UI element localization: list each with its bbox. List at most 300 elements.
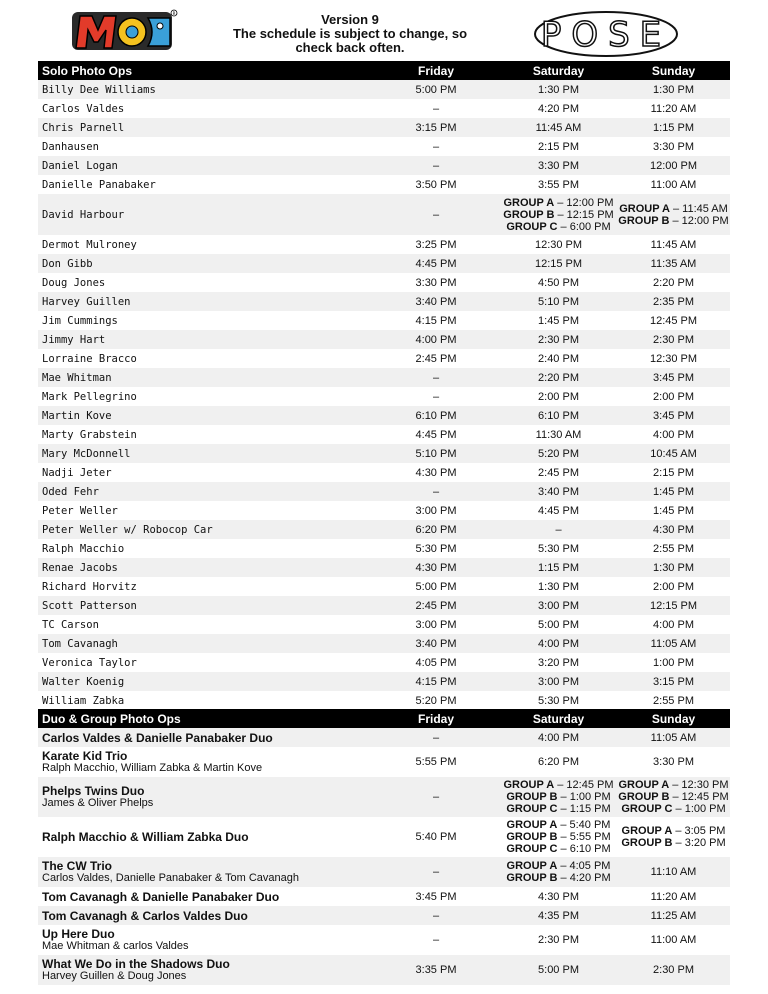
friday-time: 4:15 PM: [415, 314, 457, 327]
sunday-time: [617, 84, 730, 96]
time-slot: 12:30 PM: [534, 238, 583, 251]
time-slot: 4:35 PM: [538, 909, 579, 922]
time-slot: GROUP A – 12:00 PM: [503, 196, 614, 209]
friday-time: –: [432, 934, 440, 946]
row-name: Marty Grabstein: [42, 428, 137, 441]
sunday-time: [617, 258, 730, 270]
saturday-time: [500, 860, 617, 884]
table-row: [38, 596, 730, 615]
row-name: [38, 910, 372, 922]
time-slot: 12:30 PM: [649, 352, 698, 365]
saturday-time: [500, 638, 617, 650]
time-slot: 2:30 PM: [538, 333, 579, 346]
sunday-time: [617, 910, 730, 922]
time-slot: 6:20 PM: [538, 756, 579, 768]
table-row: [38, 634, 730, 653]
saturday-time: [500, 910, 617, 922]
friday-time: –: [432, 909, 440, 922]
version-title: Version 9: [321, 12, 379, 27]
time-slot: 3:20 PM: [538, 656, 579, 669]
time-slot: 2:55 PM: [653, 542, 694, 555]
saturday-time: [500, 239, 617, 251]
saturday-time: [500, 334, 617, 346]
time-slot: 11:20 AM: [650, 890, 697, 903]
sunday-time: [617, 600, 730, 612]
table-row: [38, 482, 730, 501]
time-slot: 3:15 PM: [653, 675, 694, 688]
group-title: Karate Kid Trio: [42, 749, 128, 763]
time-slot: 2:40 PM: [538, 352, 579, 365]
sunday-time: [617, 410, 730, 422]
time-slot: GROUP C – 6:10 PM: [506, 843, 611, 855]
group-members: Mae Whitman & carlos Valdes: [42, 940, 189, 952]
time-slot: 2:55 PM: [653, 694, 694, 707]
sunday-time: [617, 486, 730, 498]
time-slot: GROUP A – 3:05 PM: [621, 825, 726, 837]
friday-time: 6:10 PM: [415, 409, 457, 422]
sunday-time: [617, 448, 730, 460]
sunday-time: [617, 203, 730, 227]
friday-time: –: [432, 866, 440, 878]
saturday-time: [500, 103, 617, 115]
sunday-time: [617, 695, 730, 707]
row-name: Peter Weller w/ Robocop Car: [42, 523, 213, 536]
col-saturday: Saturday: [532, 711, 585, 726]
time-slot: 4:30 PM: [653, 523, 694, 536]
saturday-time: [500, 296, 617, 308]
time-slot: 3:30 PM: [538, 159, 579, 172]
time-slot: 1:15 PM: [538, 561, 579, 574]
sunday-time: [617, 543, 730, 555]
friday-time: –: [432, 208, 440, 221]
table-row: [38, 955, 730, 985]
table-row: [38, 444, 730, 463]
table-row: [38, 577, 730, 596]
saturday-time: [500, 391, 617, 403]
saturday-time: [500, 141, 617, 153]
row-name: Walter Koenig: [42, 675, 125, 688]
sunday-time: [617, 122, 730, 134]
solo-rows: [38, 80, 730, 710]
saturday-time: [500, 891, 617, 903]
friday-time: 5:30 PM: [415, 542, 457, 555]
friday-time: 3:00 PM: [415, 618, 457, 631]
time-slot: 1:45 PM: [538, 314, 579, 327]
row-name: Martin Kove: [42, 409, 112, 422]
table-row: [38, 501, 730, 520]
sunday-time: [617, 676, 730, 688]
friday-time: 4:05 PM: [415, 656, 457, 669]
version-note-line-1: The schedule is subject to change, so: [232, 26, 468, 41]
group-members: Ralph Macchio, William Zabka & Martin Kove: [42, 762, 263, 774]
sunday-time: [617, 891, 730, 903]
time-slot: 3:30 PM: [653, 756, 694, 768]
saturday-time: [500, 160, 617, 172]
row-name: William Zabka: [42, 694, 125, 707]
time-slot: 5:20 PM: [538, 447, 579, 460]
saturday-time: [500, 964, 617, 976]
version-note-line-2: check back often.: [295, 40, 405, 55]
sunday-time: [617, 756, 730, 768]
row-name: Billy Dee Williams: [42, 83, 156, 96]
time-slot: GROUP B – 4:20 PM: [506, 872, 611, 884]
row-name: [38, 958, 372, 982]
friday-time: 4:45 PM: [415, 257, 457, 270]
group-title: Carlos Valdes & Danielle Panabaker Duo: [42, 730, 273, 745]
time-slot: 2:30 PM: [653, 333, 694, 346]
group-photo-ops-table: [38, 709, 730, 985]
sunday-time: [617, 334, 730, 346]
group-title: Tom Cavanagh & Carlos Valdes Duo: [42, 908, 248, 923]
row-name: Tom Cavanagh: [42, 637, 118, 650]
time-slot: 1:30 PM: [653, 83, 694, 96]
sunday-time: [617, 638, 730, 650]
time-slot: 11:05 AM: [650, 637, 697, 650]
row-name: TC Carson: [42, 618, 99, 631]
group-section-title: Duo & Group Photo Ops: [42, 711, 181, 726]
friday-time: 4:30 PM: [415, 561, 457, 574]
time-slot: 11:00 AM: [650, 934, 697, 946]
table-row: [38, 728, 730, 747]
time-slot: GROUP A – 5:40 PM: [506, 819, 611, 831]
row-name: Mae Whitman: [42, 371, 112, 384]
time-slot: 12:15 PM: [534, 257, 583, 270]
sunday-time: [617, 562, 730, 574]
table-row: [38, 691, 730, 710]
time-slot: 4:30 PM: [538, 890, 579, 903]
time-slot: 3:55 PM: [538, 178, 579, 191]
time-slot: 3:00 PM: [538, 599, 579, 612]
time-slot: 1:30 PM: [538, 580, 579, 593]
time-slot: 1:45 PM: [653, 485, 694, 498]
saturday-time: [500, 562, 617, 574]
saturday-time: [500, 819, 617, 855]
sunday-time: [617, 429, 730, 441]
time-slot: GROUP B – 12:15 PM: [503, 208, 614, 221]
time-slot: 11:20 AM: [650, 102, 697, 115]
table-row: [38, 672, 730, 691]
friday-time: 5:00 PM: [415, 83, 457, 96]
time-slot: 5:30 PM: [538, 542, 579, 555]
time-slot: 3:30 PM: [653, 140, 694, 153]
table-row: [38, 387, 730, 406]
friday-time: –: [432, 485, 440, 498]
time-slot: 4:00 PM: [653, 618, 694, 631]
sunday-time: [617, 179, 730, 191]
saturday-time: [500, 84, 617, 96]
time-slot: 2:45 PM: [538, 466, 579, 479]
time-slot: 1:30 PM: [538, 83, 579, 96]
time-slot: 1:30 PM: [653, 561, 694, 574]
row-name: Harvey Guillen: [42, 295, 131, 308]
friday-time: 3:25 PM: [415, 238, 457, 251]
row-name: [38, 785, 372, 809]
time-slot: 11:45 AM: [535, 121, 582, 134]
friday-time: 3:35 PM: [415, 964, 457, 976]
saturday-time: [500, 505, 617, 517]
time-slot: 1:45 PM: [653, 504, 694, 517]
friday-time: 3:30 PM: [415, 276, 457, 289]
sunday-time: [617, 239, 730, 251]
time-slot: 2:00 PM: [653, 580, 694, 593]
sunday-time: [617, 141, 730, 153]
table-row: [38, 906, 730, 925]
row-name: Jim Cummings: [42, 314, 118, 327]
time-slot: GROUP A – 12:45 PM: [503, 779, 614, 791]
table-row: [38, 747, 730, 777]
time-slot: 12:15 PM: [649, 599, 698, 612]
time-slot: 2:15 PM: [653, 466, 694, 479]
time-slot: 1:00 PM: [653, 656, 694, 669]
table-row: [38, 558, 730, 577]
saturday-time: [500, 429, 617, 441]
time-slot: GROUP B – 3:20 PM: [621, 837, 726, 849]
time-slot: GROUP B – 12:45 PM: [618, 791, 729, 803]
table-row: [38, 349, 730, 368]
time-slot: 3:40 PM: [538, 485, 579, 498]
row-name: Danielle Panabaker: [42, 178, 156, 191]
svg-text:R: R: [172, 11, 176, 16]
row-name: [38, 860, 372, 884]
time-slot: 11:00 AM: [650, 178, 697, 191]
friday-time: 5:10 PM: [415, 447, 457, 460]
table-row: [38, 235, 730, 254]
sunday-time: [617, 103, 730, 115]
time-slot: 10:45 AM: [650, 447, 697, 460]
row-name: [38, 750, 372, 774]
sunday-time: [617, 467, 730, 479]
friday-time: –: [432, 140, 440, 153]
pose-logo-icon: [533, 10, 679, 58]
table-row: [38, 425, 730, 444]
table-row: [38, 653, 730, 672]
friday-time: 5:55 PM: [415, 756, 457, 768]
saturday-time: [500, 779, 617, 815]
time-slot: 4:20 PM: [538, 102, 579, 115]
row-name: [38, 891, 372, 903]
sunday-time: [617, 934, 730, 946]
row-name: [38, 732, 372, 744]
sunday-time: [617, 581, 730, 593]
saturday-time: [500, 315, 617, 327]
col-sunday: Sunday: [651, 711, 696, 726]
row-name: Richard Horvitz: [42, 580, 137, 593]
table-row: [38, 273, 730, 292]
time-slot: 4:00 PM: [653, 428, 694, 441]
time-slot: 12:45 PM: [649, 314, 698, 327]
table-row: [38, 175, 730, 194]
saturday-time: [500, 619, 617, 631]
saturday-time: [500, 410, 617, 422]
sunday-time: [617, 732, 730, 744]
time-slot: 5:30 PM: [538, 694, 579, 707]
group-members: Harvey Guillen & Doug Jones: [42, 970, 187, 982]
time-slot: GROUP C – 1:00 PM: [621, 803, 726, 815]
row-name: Veronica Taylor: [42, 656, 137, 669]
group-members: James & Oliver Phelps: [42, 797, 154, 809]
row-name: Jimmy Hart: [42, 333, 106, 346]
table-row: [38, 539, 730, 558]
sunday-time: [617, 866, 730, 878]
sunday-time: [617, 964, 730, 976]
table-row: [38, 80, 730, 99]
time-slot: 5:00 PM: [538, 964, 579, 976]
time-slot: GROUP A – 4:05 PM: [506, 860, 611, 872]
time-slot: 4:50 PM: [538, 276, 579, 289]
sunday-time: [617, 372, 730, 384]
group-table-header: [38, 709, 730, 728]
time-slot: 1:15 PM: [653, 121, 694, 134]
time-slot: 5:00 PM: [538, 618, 579, 631]
mcc-logo-icon: [70, 8, 178, 54]
saturday-time: [500, 657, 617, 669]
row-name: Dermot Mulroney: [42, 238, 137, 251]
time-slot: GROUP A – 11:45 AM: [619, 202, 728, 215]
table-row: [38, 254, 730, 273]
time-slot: 11:25 AM: [650, 909, 697, 922]
table-row: [38, 817, 730, 857]
sunday-time: [617, 391, 730, 403]
sunday-time: [617, 353, 730, 365]
table-row: [38, 925, 730, 955]
row-name: Chris Parnell: [42, 121, 125, 134]
time-slot: 11:45 AM: [650, 238, 697, 251]
sunday-time: [617, 505, 730, 517]
friday-time: –: [432, 390, 440, 403]
row-name: Don Gibb: [42, 257, 93, 270]
time-slot: –: [555, 523, 562, 536]
saturday-time: [500, 486, 617, 498]
saturday-time: [500, 353, 617, 365]
sunday-time: [617, 315, 730, 327]
time-slot: 11:05 AM: [650, 731, 697, 744]
row-name: Ralph Macchio: [42, 542, 125, 555]
solo-section-title: Solo Photo Ops: [42, 63, 132, 78]
time-slot: 6:10 PM: [538, 409, 579, 422]
sunday-time: [617, 779, 730, 815]
saturday-time: [500, 197, 617, 233]
row-name: Renae Jacobs: [42, 561, 118, 574]
table-row: [38, 615, 730, 634]
saturday-time: [500, 756, 617, 768]
time-slot: 2:15 PM: [538, 140, 579, 153]
friday-time: 5:20 PM: [415, 694, 457, 707]
friday-time: –: [432, 159, 440, 172]
friday-time: 2:45 PM: [415, 599, 457, 612]
time-slot: 2:20 PM: [538, 371, 579, 384]
solo-photo-ops-table: [38, 61, 730, 710]
table-row: [38, 777, 730, 817]
friday-time: 3:15 PM: [415, 121, 457, 134]
row-name: Danhausen: [42, 140, 99, 153]
saturday-time: [500, 448, 617, 460]
solo-table-header: [38, 61, 730, 80]
group-title: Up Here Duo: [42, 927, 115, 941]
row-name: Mary McDonnell: [42, 447, 131, 460]
friday-time: 4:45 PM: [415, 428, 457, 441]
table-row: [38, 99, 730, 118]
time-slot: 5:10 PM: [538, 295, 579, 308]
saturday-time: [500, 695, 617, 707]
saturday-time: [500, 934, 617, 946]
saturday-time: [500, 732, 617, 744]
table-row: [38, 520, 730, 539]
saturday-time: [500, 524, 617, 536]
group-title: Phelps Twins Duo: [42, 784, 145, 798]
group-title: Tom Cavanagh & Danielle Panabaker Duo: [42, 889, 280, 904]
time-slot: GROUP B – 5:55 PM: [506, 831, 611, 843]
col-friday: Friday: [417, 711, 454, 726]
time-slot: 3:45 PM: [653, 409, 694, 422]
sunday-time: [617, 160, 730, 172]
friday-time: –: [432, 731, 440, 744]
row-name: David Harbour: [42, 208, 125, 221]
table-row: [38, 887, 730, 906]
saturday-time: [500, 600, 617, 612]
row-name: Scott Patterson: [42, 599, 137, 612]
saturday-time: [500, 676, 617, 688]
sunday-time: [617, 277, 730, 289]
time-slot: 2:30 PM: [653, 964, 694, 976]
row-name: Peter Weller: [42, 504, 118, 517]
group-title: The CW Trio: [42, 859, 112, 873]
table-row: [38, 406, 730, 425]
col-friday: Friday: [417, 63, 454, 78]
friday-time: 3:50 PM: [415, 178, 457, 191]
table-row: [38, 118, 730, 137]
table-row: [38, 330, 730, 349]
time-slot: 4:45 PM: [538, 504, 579, 517]
time-slot: GROUP B – 1:00 PM: [506, 791, 611, 803]
sunday-time: [617, 825, 730, 849]
friday-time: 5:00 PM: [415, 580, 457, 593]
group-title: What We Do in the Shadows Duo: [42, 957, 230, 971]
version-notice: [200, 13, 500, 55]
time-slot: 2:00 PM: [538, 390, 579, 403]
friday-time: 3:40 PM: [415, 295, 457, 308]
group-members: Carlos Valdes, Danielle Panabaker & Tom Cavanagh: [42, 872, 300, 884]
saturday-time: [500, 258, 617, 270]
row-name: Carlos Valdes: [42, 102, 125, 115]
row-name: Daniel Logan: [42, 159, 118, 172]
time-slot: GROUP A – 12:30 PM: [618, 779, 729, 791]
row-name: Lorraine Bracco: [42, 352, 137, 365]
time-slot: 3:00 PM: [538, 675, 579, 688]
row-name: Doug Jones: [42, 276, 106, 289]
friday-time: 3:00 PM: [415, 504, 457, 517]
time-slot: 2:30 PM: [538, 934, 579, 946]
time-slot: 12:00 PM: [649, 159, 698, 172]
row-name: Mark Pellegrino: [42, 390, 137, 403]
time-slot: 2:00 PM: [653, 390, 694, 403]
friday-time: –: [432, 791, 440, 803]
saturday-time: [500, 179, 617, 191]
saturday-time: [500, 581, 617, 593]
friday-time: 6:20 PM: [415, 523, 457, 536]
col-sunday: Sunday: [651, 63, 696, 78]
time-slot: 2:35 PM: [653, 295, 694, 308]
friday-time: 5:40 PM: [415, 831, 457, 843]
table-row: [38, 463, 730, 482]
friday-time: –: [432, 102, 440, 115]
table-row: [38, 311, 730, 330]
table-row: [38, 194, 730, 235]
friday-time: 4:30 PM: [415, 466, 457, 479]
col-saturday: Saturday: [532, 63, 585, 78]
sunday-time: [617, 657, 730, 669]
time-slot: 11:10 AM: [650, 866, 697, 878]
table-row: [38, 137, 730, 156]
